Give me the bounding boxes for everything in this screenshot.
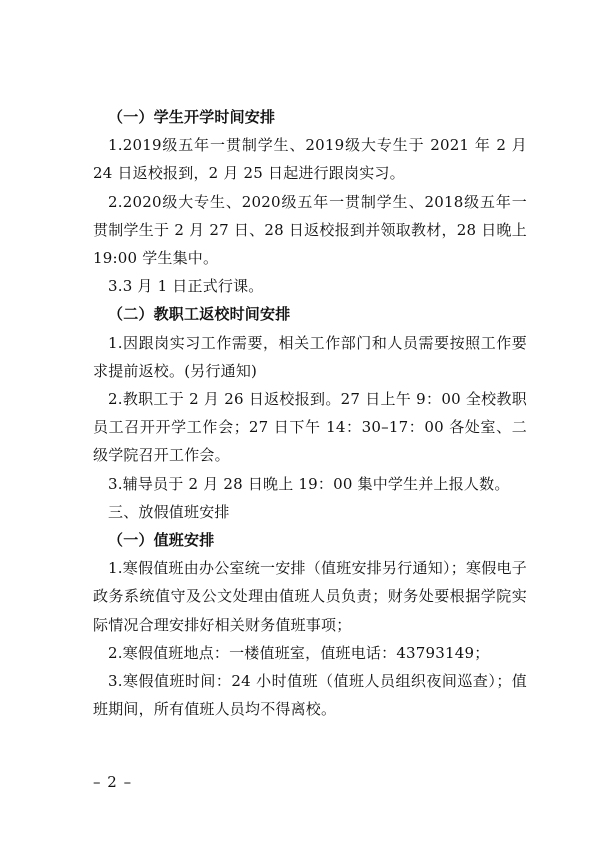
subsection-heading-duty-arrangement: （一）值班安排 <box>108 531 215 550</box>
paragraph-student-item-2: 2.2020级大专生、2020级五年一贯制学生、2018级五年一贯制学生于 2 月 27 日、28 日返校报到并领取教材，28 日晚上 19:00 学生集中。 <box>93 192 527 268</box>
paragraph-student-item-1: 1.2019级五年一贯制学生、2019级大专生于 2021 年 2 月 24 日返校报到，2 月 25 日起进行跟岗实习。 <box>93 136 527 183</box>
paragraph-staff-item-1: 1.因跟岗实习工作需要，相关工作部门和人员需要按照工作要求提前返校。(另行通知) <box>93 333 527 380</box>
paragraph-student-item-3: 3.3 月 1 日正式行课。 <box>108 277 264 296</box>
section-heading-holiday-duty: 三、放假值班安排 <box>108 502 230 521</box>
paragraph-staff-item-3: 3.辅导员于 2 月 28 日晚上 19：00 集中学生并上报人数。 <box>108 474 510 493</box>
page-number: – 2 – <box>93 773 133 791</box>
paragraph-duty-item-2: 2.寒假值班地点：一楼值班室，值班电话：43793149； <box>108 643 490 662</box>
section-heading-student-schedule: （一）学生开学时间安排 <box>108 108 276 126</box>
paragraph-staff-item-2: 2.教职工于 2 月 26 日返校报到。27 日上午 9：00 全校教职员工召开开学工作会；27 日下午 14：30–17：00 各处室、二级学院召开工作会。 <box>93 390 527 465</box>
paragraph-duty-item-3: 3.寒假值班时间：24 小时值班（值班人员组织夜间巡查）；值班期间，所有值班人员均不得离校。 <box>93 672 527 719</box>
paragraph-duty-item-1: 1.寒假值班由办公室统一安排（值班安排另行通知）；寒假电子政务系统值守及公文处理由值班人员负责；财务处要根据学院实际情况合理安排好相关财务值班事项； <box>93 559 527 634</box>
document-body <box>93 103 527 723</box>
section-heading-staff-schedule: （二）教职工返校时间安排 <box>108 305 291 324</box>
